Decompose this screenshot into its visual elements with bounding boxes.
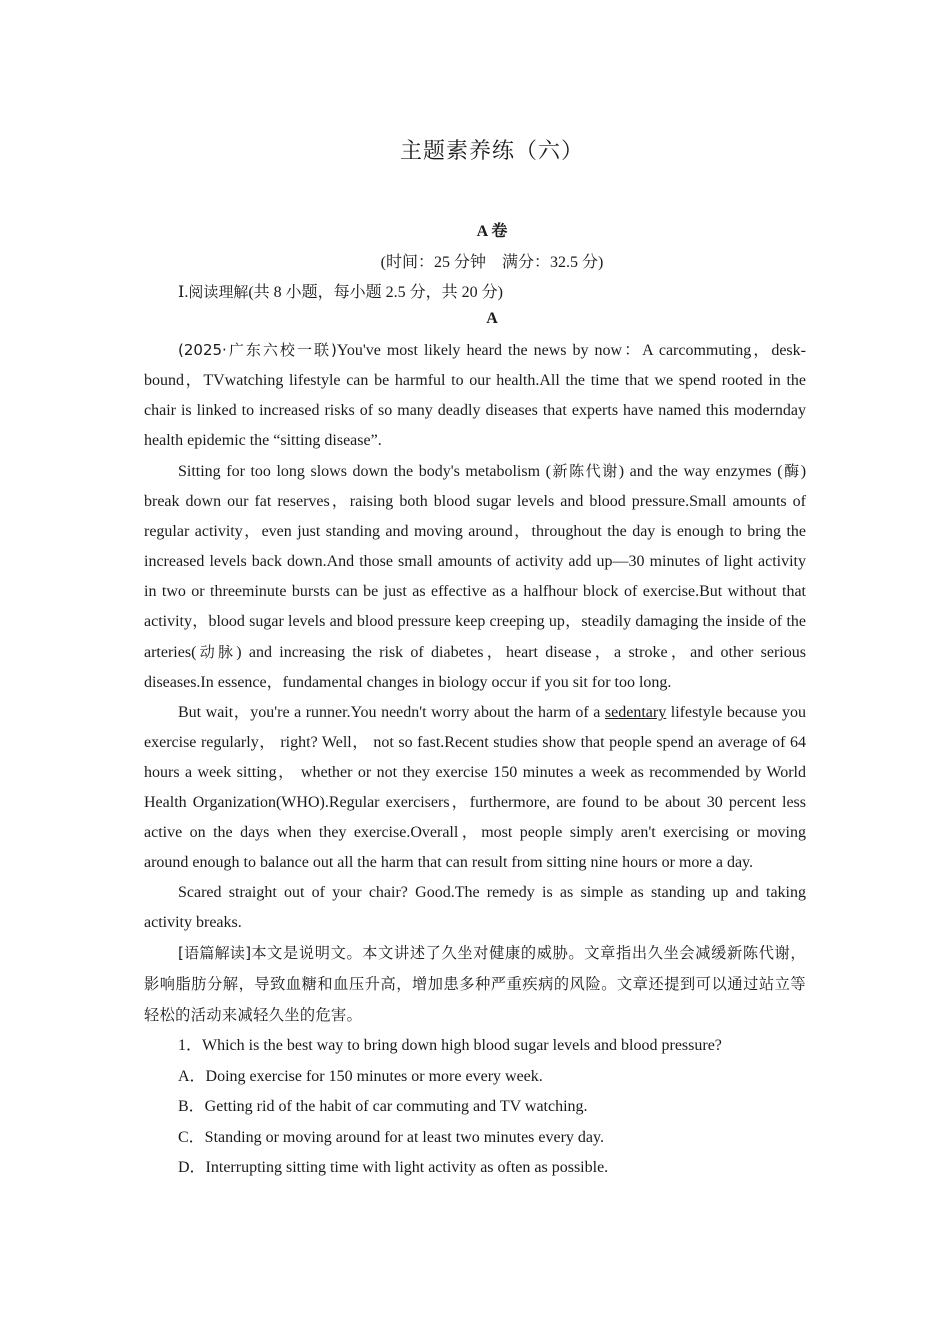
question-1-option-c: C．Standing or moving around for at least two minutes every day. (178, 1128, 604, 1146)
question-1-option-a: A．Doing exercise for 150 minutes or more every week. (178, 1067, 543, 1085)
section-detail: (共 8 小题，每小题 2.5 分，共 20 分) (248, 284, 504, 301)
analysis-tag: [语篇解读] (178, 944, 252, 962)
section-heading (178, 279, 503, 302)
volume-label: A 卷 (476, 223, 508, 240)
question-1-option-d: D．Interrupting sitting time with light activity as often as possible. (178, 1159, 609, 1176)
passage-paragraph-4: Scared straight out of your chair? Good.The remedy is as simple as standing up and taking activity breaks. (144, 884, 806, 931)
time-info: (时间：25 分钟 满分：32.5 分) (380, 254, 604, 271)
passage-analysis (144, 938, 806, 1031)
passage-paragraph-1: (2025·广东六校一联)You've most likely heard the news by now：A carcommuting，desk-bound，TVwatching lifestyle can be harmful to our health.All the time that we spend rooted in the chair is linked to increased risks of so many deadly diseases that experts have named this modernday health epidemic the “sitting disease”. (144, 341, 806, 449)
passage-paragraph-2: Sitting for too long slows down the body's metabolism (新陈代谢) and the way enzymes (酶) break down our fat reserves，raising both blood sugar levels and blood pressure.Small amounts of regular activity，even just standing and moving around，throughout the day is enough to bring the increased levels back down.And those small amounts of activity add up—30 minutes of light activity in two or threeminute bursts can be just as effective as a halfhour block of exercise.But without that activity，blood sugar levels and blood pressure keep creeping up，steadily damaging the inside of the arteries(动脉) and increasing the risk of diabetes，heart disease，a stroke，and other serious diseases.In essence，fundamental changes in biology occur if you sit for too long. (144, 462, 807, 691)
section-roman: Ⅰ. (178, 284, 189, 301)
question-1-stem: 1．Which is the best way to bring down high blood sugar levels and blood pressure? (178, 1037, 722, 1054)
passage-source: (2025·广东六校一联) (178, 341, 337, 359)
passage-label: A (486, 310, 498, 327)
underlined-word: sedentary (604, 704, 667, 721)
passage-paragraph-3: But wait，you're a runner.You needn't worry about the harm of a sedentary lifestyle because you exercise regularly， right? Well， not so fast.Recent studies show that people spend an average of 64 hours a week sitting， whether or not they exercise 150 minutes a week as recommended by World Health Organization(WHO).Regular exercisers，furthermore, are found to be about 30 percent less active on the days when they exercise.Overall，most people simply aren't exercising or moving around enough to balance out all the harm that can result from sitting nine hours or more a day. (144, 704, 806, 871)
question-1-option-b: B．Getting rid of the habit of car commuting and TV watching. (178, 1098, 588, 1115)
page-title: 主题素养练（六） (399, 139, 584, 164)
section-name: 阅读理解 (188, 283, 249, 301)
passage-body (144, 335, 806, 1184)
analysis-text: 本文是说明文。本文讲述了久坐对健康的威胁。文章指出久坐会减缓新陈代谢，影响脂肪分解，导致血糖和血压升高，增加患多种严重疾病的风险。文章还提到可以通过站立等轻松的活动来减轻久坐的危害。 (144, 944, 806, 1024)
